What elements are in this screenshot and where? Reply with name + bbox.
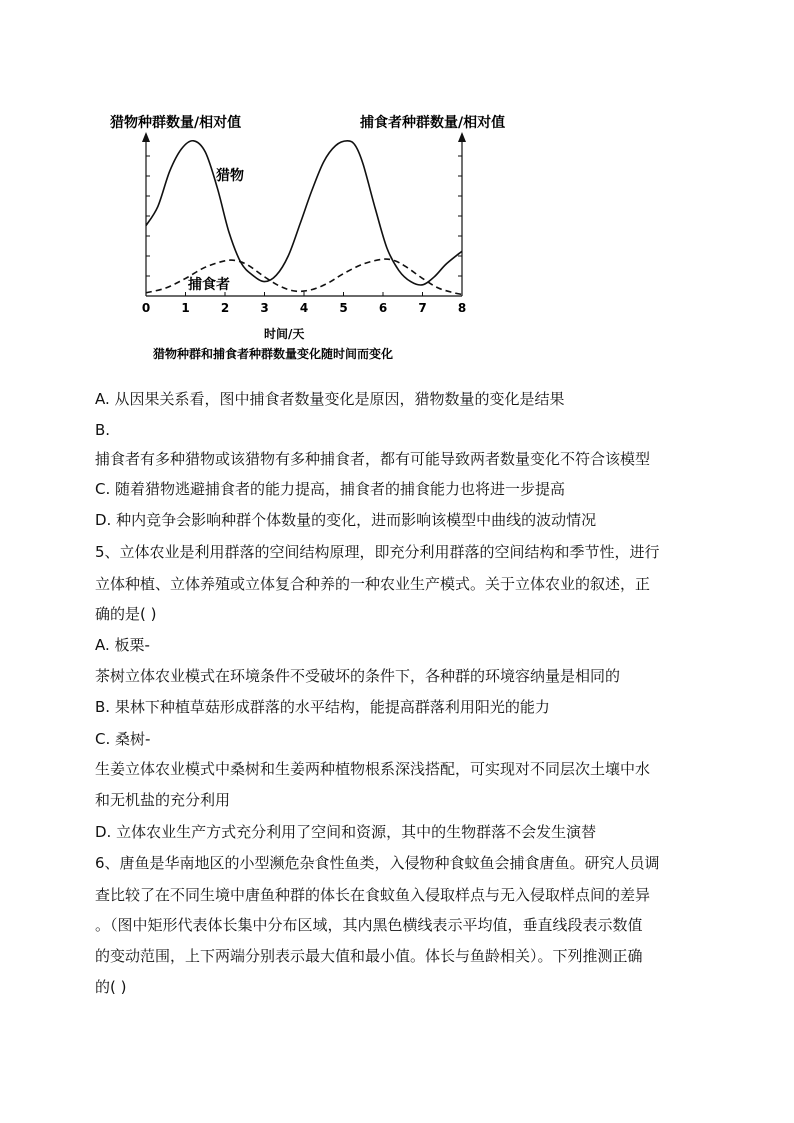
q5-option-c-text-1: 生姜立体农业模式中桑树和生姜两种植物根系深浅搭配，可实现对不同层次土壤中水 xyxy=(95,760,651,778)
question-5-line-2: 立体种植、立体养殖或立体复合种养的一种农业生产模式。关于立体农业的叙述，正 xyxy=(95,575,651,593)
q5-option-c-label: C. 桑树- xyxy=(95,730,151,748)
x-axis-label: 时间/天 xyxy=(264,327,305,341)
predator-curve-label: 捕食者 xyxy=(188,277,230,293)
prey-curve xyxy=(146,141,462,285)
x-tick-label: 4 xyxy=(299,301,309,315)
question-5-line-3: 确的是( ) xyxy=(95,605,157,623)
predator-prey-chart xyxy=(100,104,540,366)
x-tick-label: 7 xyxy=(418,301,427,315)
q5-option-d: D. 立体农业生产方式充分利用了空间和资源，其中的生物群落不会发生演替 xyxy=(95,823,597,841)
question-5-line-1: 5、立体农业是利用群落的空间结构原理，即充分利用群落的空间结构和季节性，进行 xyxy=(95,543,660,561)
y-right-axis-label: 捕食者种群数量/相对值 xyxy=(360,115,506,131)
question-6-line-1: 6、唐鱼是华南地区的小型濒危杂食性鱼类，入侵物种食蚊鱼会捕食唐鱼。研究人员调 xyxy=(95,854,660,872)
question-6-line-5: 的( ) xyxy=(95,978,127,996)
option-c: C. 随着猎物逃避捕食者的能力提高，捕食者的捕食能力也将进一步提高 xyxy=(95,480,566,498)
chart-series xyxy=(146,141,462,295)
option-d: D. 种内竞争会影响种群个体数量的变化，进而影响该模型中曲线的波动情况 xyxy=(95,511,597,529)
option-b-label: B. xyxy=(95,421,111,439)
x-tick-label: 0 xyxy=(141,301,151,315)
x-tick-label: 1 xyxy=(181,301,190,315)
x-tick-label: 2 xyxy=(220,301,230,315)
x-tick-label: 6 xyxy=(378,301,388,315)
q5-option-a-text: 茶树立体农业模式在环境条件不受破坏的条件下，各种群的环境容纳量是相同的 xyxy=(95,667,621,685)
question-6-line-3: 。（图中矩形代表体长集中分布区域，其内黑色横线表示平均值，垂直线段表示数值 xyxy=(95,916,643,934)
q5-option-c-text-2: 和无机盐的充分利用 xyxy=(95,791,231,809)
question-6-line-4: 的变动范围，上下两端分别表示最大值和最小值。体长与鱼龄相关）。下列推测正确 xyxy=(95,947,643,965)
question-6-line-2: 查比较了在不同生境中唐鱼种群的体长在食蚊鱼入侵取样点与无入侵取样点间的差异 xyxy=(95,886,651,904)
q5-option-b: B. 果林下种植草菇形成群落的水平结构，能提高群落利用阳光的能力 xyxy=(95,698,550,716)
x-tick-label: 8 xyxy=(457,301,467,315)
option-a: A. 从因果关系看，图中捕食者数量变化是原因，猎物数量的变化是结果 xyxy=(95,390,565,408)
predator-prey-figure xyxy=(100,104,540,366)
y-left-axis-label: 猎物种群数量/相对值 xyxy=(110,115,242,131)
x-tick-label: 3 xyxy=(260,301,269,315)
prey-curve-label: 猎物 xyxy=(216,168,244,184)
y-right-axis-arrow xyxy=(458,132,466,142)
y-left-axis-arrow xyxy=(142,132,150,142)
figure-caption: 猎物种群和捕食者种群数量变化随时间而变化 xyxy=(153,347,394,361)
option-b-text: 捕食者有多种猎物或该猎物有多种捕食者，都有可能导致两者数量变化不符合该模型 xyxy=(95,450,651,468)
q5-option-a-label: A. 板栗- xyxy=(95,636,150,654)
x-tick-label: 5 xyxy=(339,301,348,315)
